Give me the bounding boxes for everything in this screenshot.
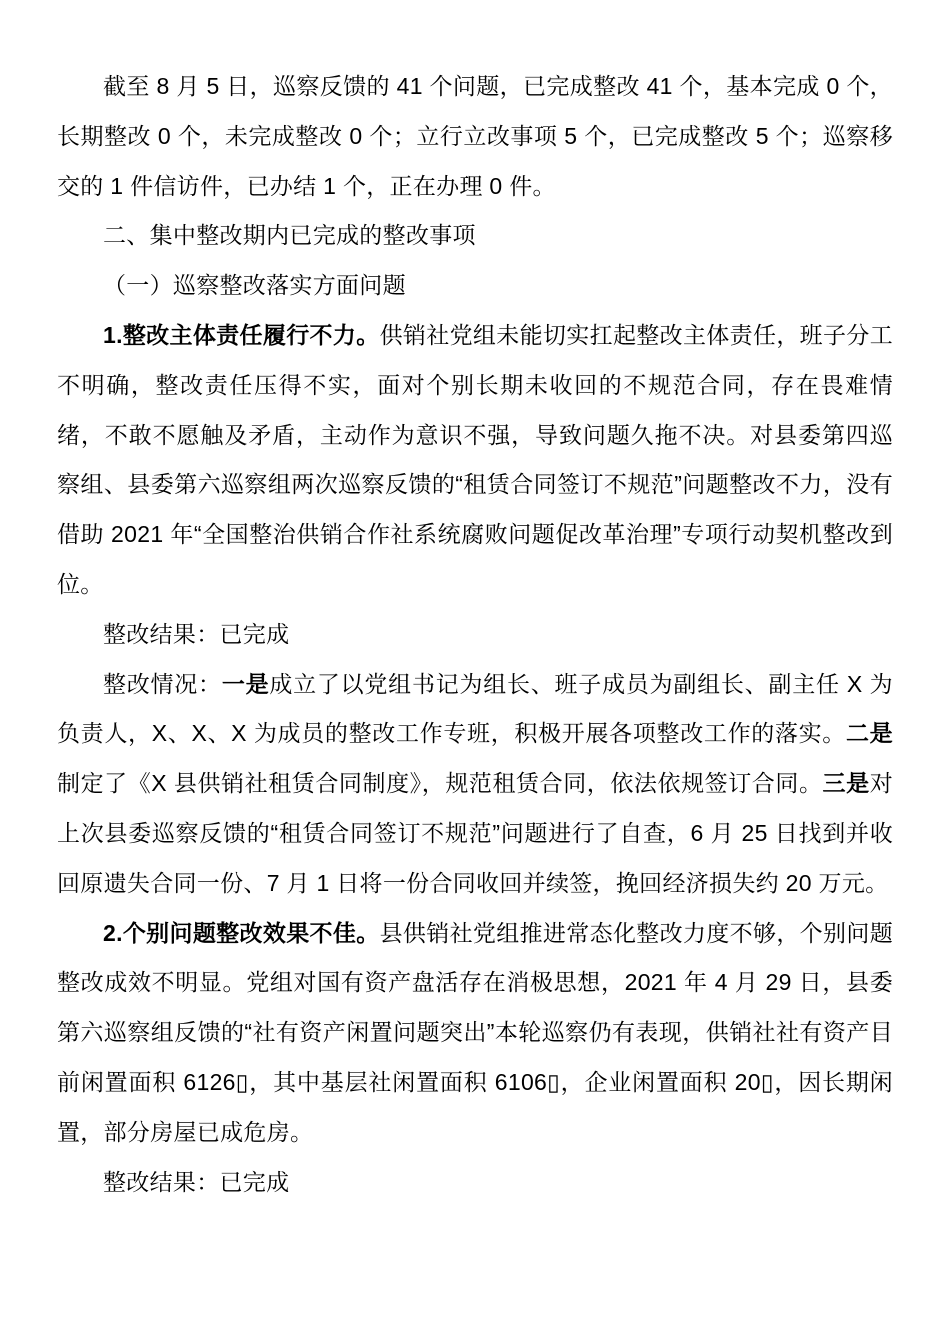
text-run: （一）巡察整改落实方面问题 — [103, 272, 406, 299]
text-run: 成立了以党组书记为组长、班子成员为副组长、副主任 X 为负责人，X、X、X 为成员的整改工作专班，积极开展各项整改工作的落实。 — [57, 670, 893, 747]
paragraph-issue-1 — [57, 311, 893, 610]
text-run: 制定了《X 县供销社租赁合同制度》，规范租赁合同，依法依规签订合同。 — [57, 770, 823, 797]
paragraph-result-1 — [57, 610, 893, 660]
bold-run: 一是 — [221, 670, 270, 697]
text-run: 整改结果：已完成 — [103, 1168, 290, 1195]
bold-run: 二是 — [846, 720, 893, 747]
text-run: 截至 8 月 5 日，巡察反馈的 41 个问题，已完成整改 41 个，基本完成 0 个，长期整改 0 个，未完成整改 0 个；立行立改事项 5 个，已完成整改 5 个；巡察移交的 1 件信访件，已办结 1 个，正在办理 0 件。 — [57, 73, 893, 199]
text-run: 县供销社党组推进常态化整改力度不够，个别问题整改成效不明显。党组对国有资产盘活存在消极思想，2021 年 4 月 29 日，县委第六巡察组反馈的“社有资产闲置问题突出”本轮巡察仍有表现，供销社社有资产目前闲置面积 6126▯，其中基层社闲置面积 6106▯，企业闲置面积 20▯，因长期闲置，部分房屋已成危房。 — [57, 919, 893, 1145]
subsection-heading-1 — [57, 261, 893, 311]
bold-run: 三是 — [822, 770, 870, 797]
text-run: 整改结果：已完成 — [103, 620, 290, 647]
paragraph-summary — [57, 62, 893, 211]
paragraph-detail-1 — [57, 660, 893, 909]
text-run: 整改情况： — [103, 670, 222, 697]
bold-run: 1.整改主体责任履行不力。 — [103, 321, 380, 348]
text-run: 对上次县委巡察反馈的“租赁合同签订不规范”问题进行了自查，6 月 25 日找到并收回原遗失合同一份、7 月 1 日将一份合同收回并续签，挽回经济损失约 20 万元。 — [57, 770, 893, 896]
section-heading-2 — [57, 211, 893, 261]
paragraph-result-2 — [57, 1158, 893, 1208]
text-run: 二、集中整改期内已完成的整改事项 — [103, 222, 476, 249]
bold-run: 2.个别问题整改效果不佳。 — [103, 919, 380, 946]
paragraph-issue-2 — [57, 909, 893, 1158]
text-run: 供销社党组未能切实扛起整改主体责任，班子分工不明确，整改责任压得不实，面对个别长期未收回的不规范合同，存在畏难情绪，不敢不愿触及矛盾，主动作为意识不强，导致问题久拖不决。对县委第四巡察组、县委第六巡察组两次巡察反馈的“租赁合同签订不规范”问题整改不力，没有借助 2021 年“全国整治供销合作社系统腐败问题促改革治理”专项行动契机整改到位。 — [57, 321, 893, 597]
